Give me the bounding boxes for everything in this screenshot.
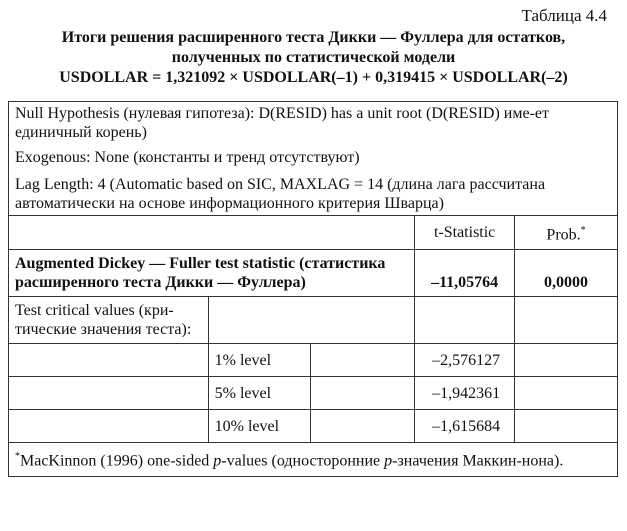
null-hypothesis-row [9,102,618,145]
table-caption [0,28,627,88]
critical-blank [515,377,618,410]
caption-line-2: полученных по статистической модели [171,49,456,66]
lag-length-text: Lag Length: 4 (Automatic based on SIC, MAXLAG = 14 (длина лага рассчитана автоматически на основе информационного критерия Шварца) [15,176,546,212]
lag-length-row [9,169,618,216]
critical-empty-cell-2 [415,297,515,344]
critical-value: –2,576127 [415,344,515,377]
critical-blank [9,344,209,377]
adf-label-cell [9,250,415,297]
caption-line-1: Итоги решения расширенного теста Дикки — Фуллера для остатков, [61,29,566,46]
critical-level: 10% level [208,410,311,443]
adf-prob: 0,0000 [515,250,618,297]
adf-label: Augmented Dickey — Fuller test statistic (статистика расширенного теста Дикки — Фуллера) [15,255,386,291]
null-hypothesis-text: Null Hypothesis (нулевая гипотеза): D(RESID) has a unit root (D(RESID) име-ет единичный корень) [15,105,549,141]
critical-row-10pct [9,410,618,443]
critical-blank [515,410,618,443]
critical-blank [515,344,618,377]
critical-row-1pct [9,344,618,377]
critical-blank [311,410,415,443]
critical-value: –1,615684 [415,410,515,443]
header-prob: Prob.* [515,216,618,250]
critical-empty-cell [208,297,415,344]
footnote-row [9,443,618,477]
footnote-mark: * [15,451,20,462]
adf-results-table [8,101,618,477]
footnote-text-3: -значения Маккин-нона). [392,452,564,470]
critical-blank [9,377,209,410]
exogenous-row [9,144,618,169]
footnote-p-2: p [384,452,393,470]
critical-blank [311,377,415,410]
critical-empty-cell-3 [515,297,618,344]
critical-blank [9,410,209,443]
critical-level: 1% level [208,344,311,377]
critical-blank [311,344,415,377]
header-empty-cell [9,216,415,250]
adf-t-statistic: –11,05764 [415,250,515,297]
table-number: Таблица 4.4 [521,6,607,25]
critical-row-5pct [9,377,618,410]
caption-line-3: USDOLLAR = 1,321092 × USDOLLAR(–1) + 0,319415 × USDOLLAR(–2) [59,69,568,86]
critical-level: 5% level [208,377,311,410]
critical-values-label: Test critical values (кри-тические значения теста): [15,302,192,338]
footnote-text-1: MacKinnon (1996) one-sided [20,452,214,470]
exogenous-text: Exogenous: None (константы и тренд отсутствуют) [15,149,360,166]
critical-values-label-cell [9,297,209,344]
critical-value: –1,942361 [415,377,515,410]
footnote-p-1: p [213,452,222,470]
footnote-text-2: -values (односторонние [221,452,385,470]
header-t-statistic: t-Statistic [415,216,515,250]
prob-footnote-mark: * [580,224,586,236]
